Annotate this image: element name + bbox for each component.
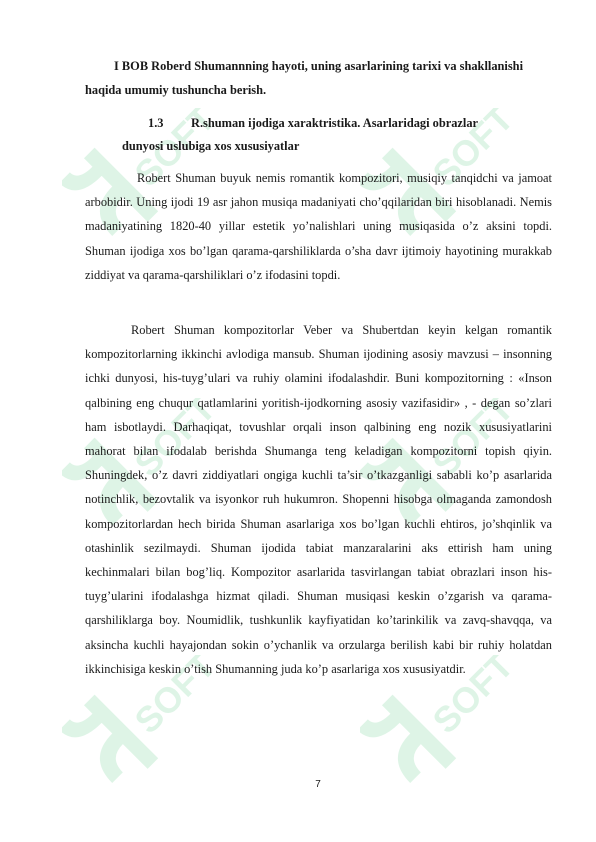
section-title: R.shuman ijodiga xaraktristika. Asarlaridagi obrazlar	[191, 116, 479, 130]
section-number: 1.3	[148, 116, 164, 130]
svg-text:SOFT: SOFT	[126, 398, 212, 485]
chapter-title: I BOB Roberd Shumannning hayoti, uning asarlarining tarixi va shakllanishi haqida umumiy tushuncha berish.	[85, 59, 524, 97]
svg-text:SOFT: SOFT	[424, 398, 510, 485]
body-paragraph: Robert Shuman buyuk nemis romantik kompozitori, musiqiy tanqidchi va jamoat arbobidir. Uning ijodi 19 asr jahon musiqa madaniyati cho’qqilaridan biri hisoblanadi. Nemis madaniyatining 1820-40 yillar estetik yo’nalishlari uning musiqasida o’z aksini topdi. Shuman ijodiga xos bo’lgan qarama-qarshiliklarda o’sha davr ijtimoiy hayotining murakkab ziddiyat va qarama-qarshiliklari o’z ifodasini topdi.	[85, 171, 552, 282]
svg-text:SOFT: SOFT	[424, 108, 510, 195]
section-title-continued: dunyosi uslubiga xos xususiyatlar	[122, 139, 300, 153]
svg-text:SOFT: SOFT	[126, 655, 212, 742]
page-number: 7	[315, 779, 321, 790]
svg-text:SOFT: SOFT	[424, 655, 510, 742]
body-paragraph: Robert Shuman kompozitorlar Veber va Shubertdan keyin kelgan romantik kompozitorlarning ikkinchi avlodiga mansub. Shuman ijodining asosiy mavzusi – insonning ichki dunyosi, his-tuyg’ulari va ruhiy olamini ifodalashdir. Buni kompozitorning : «Inson qalbining eng chuqur qatlamlarini yoritish-ijodkorning asosiy vazifasidir» , - degan so’zlari ham isbotlaydi. Darhaqiqat, tovushlar orqali inson qalbining eng nozik xususiyatlarini mahorat bilan ifodalab berishda Shumanga teng keladigan kompozitorni topish qiyin. Shuningdek, o’z davri ziddiyatlari ongiga kuchli ta’sir o’tkazganligi sababli ko’p asarlarida notinchlik, bezovtalik va isyonkor ruh hukumron. Shopenni hisobga olmaganda zamondosh kompozitorlardan hech birida Shuman asarlariga xos bo’lgan kuchli ehtiros, jo’shqinlik va otashinlik sezilmaydi. Shuman ijodida tabiat manzaralarini aks ettirish ham uning kechinmalari bilan bog’liq. Kompozitor asarlarida tasvirlangan tabiat obrazlari inson his-tuyg’ularini ifodalashga hizmat qiladi. Shuman musiqasi keskin o’zgarish va qarama-qarshiliklarga boy. Noumidlik, tushkunlik kayfiyatidan ko’tarinkilik va zavq-shavqqa, va aksincha kuchli hayajondan sokin o’ychanlik va orzularga berilish kabi bir ruhiy holatdan ikkinchisiga keskin o’tish Shumanning juda ko’p asarlariga xos xususiyatdir.	[85, 323, 552, 676]
svg-text:SOFT: SOFT	[126, 108, 212, 195]
